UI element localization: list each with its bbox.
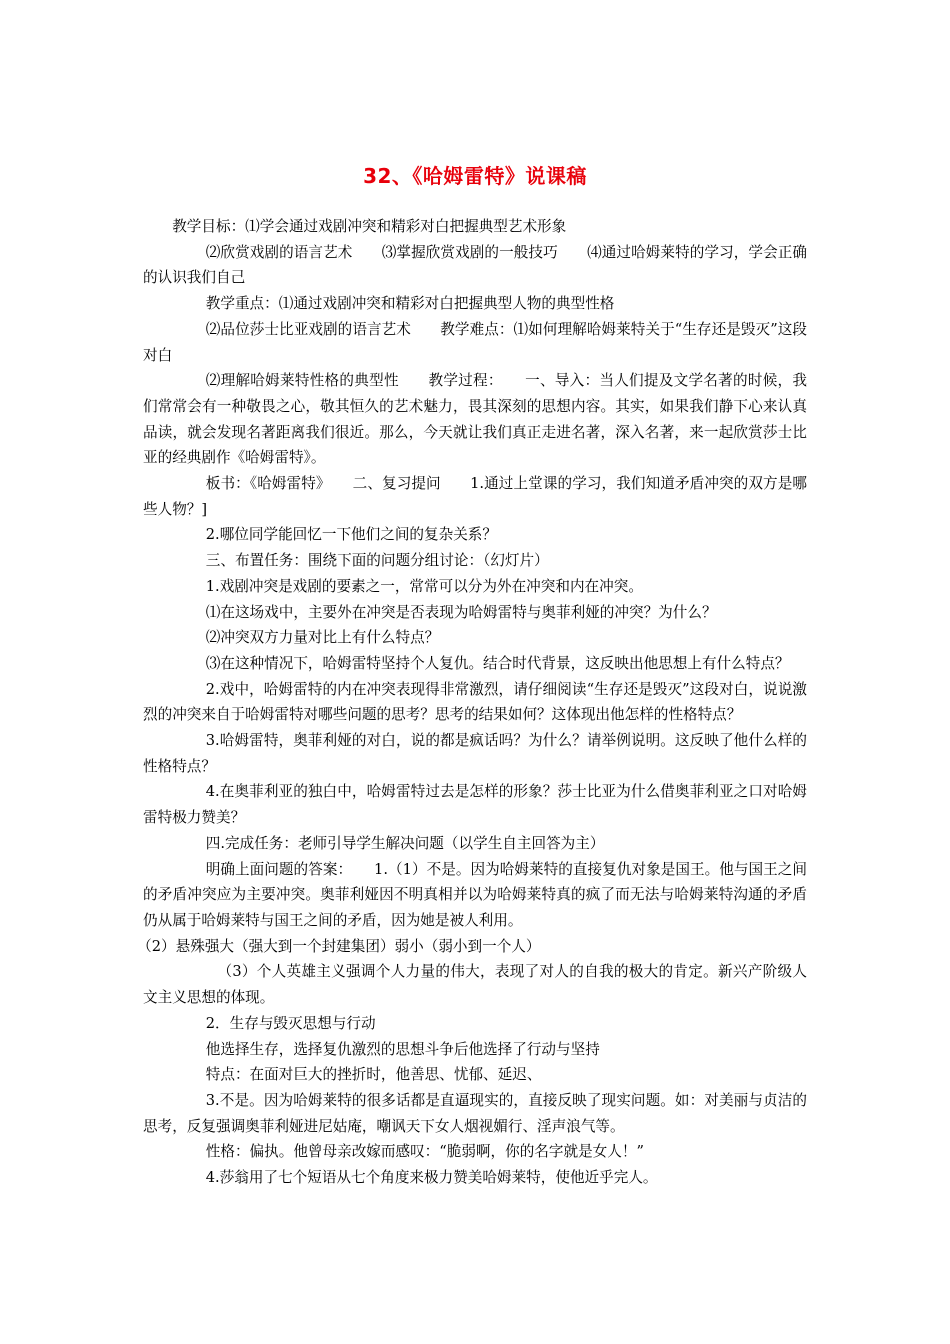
- paragraph: （3）个人英雄主义强调个人力量的伟大，表现了对人的自我的极大的肯定。新兴产阶级人文主义思想的体现。: [143, 963, 807, 1007]
- paragraph: 性格：偏执。他曾母亲改嫁而感叹：“脆弱啊，你的名字就是女人！”: [205, 1143, 644, 1161]
- paragraph: ⑵冲突双方力量对比上有什么特点？: [205, 629, 440, 647]
- paragraph: 2．生存与毁灭思想与行动: [205, 1014, 376, 1032]
- paragraph: ⑴在这场戏中，主要外在冲突是否表现为哈姆雷特与奥菲利娅的冲突？为什么？: [205, 603, 717, 621]
- page-title: 32、《哈姆雷特》说课稿: [363, 164, 587, 188]
- paragraph: 四.完成任务：老师引导学生解决问题（以学生自主回答为主）: [205, 834, 605, 852]
- paragraph: 教学重点：⑴通过戏剧冲突和精彩对白把握典型人物的典型性格: [205, 295, 615, 313]
- paragraph: （2）悬殊强大（强大到一个封建集团）弱小（弱小到一个人）: [137, 937, 541, 955]
- paragraph: 明确上面问题的答案： 1.（1）不是。因为哈姆莱特的直接复仇对象是国王。他与国王之间的矛盾冲突应为主要冲突。奥菲利娅因不明真相并以为哈姆莱特真的疯了而无法与哈姆莱特沟通的矛盾仍从属于哈姆莱特与国王之间的矛盾，因为她是被人利用。: [143, 860, 807, 929]
- paragraph: 3.哈姆雷特，奥菲利娅的对白，说的都是疯话吗？为什么？请举例说明。这反映了他什么样的性格特点？: [143, 732, 807, 775]
- paragraph: 特点：在面对巨大的挫折时，他善思、忧郁、延迟、: [205, 1066, 542, 1084]
- paragraph: ⑵品位莎士比亚戏剧的语言艺术 教学难点：⑴如何理解哈姆莱特关于“生存还是毁灭”这段对白: [143, 320, 807, 364]
- document-body: [137, 214, 807, 1191]
- paragraph: 2.戏中，哈姆雷特的内在冲突表现得非常激烈，请仔细阅读“生存还是毁灭”这段对白，说说激烈的冲突来自于哈姆雷特对哪些问题的思考？思考的结果如何？这体现出他怎样的性格特点？: [143, 680, 807, 724]
- paragraph: ⑶在这种情况下，哈姆雷特坚持个人复仇。结合时代背景，这反映出他思想上有什么特点？: [205, 654, 790, 672]
- paragraph: 1.戏剧冲突是戏剧的要素之一，常常可以分为外在冲突和内在冲突。: [205, 577, 643, 595]
- paragraph: 他选择生存，选择复仇激烈的思想斗争后他选择了行动与坚持: [205, 1040, 600, 1058]
- paragraph: 4.莎翁用了七个短语从七个角度来极力赞美哈姆莱特，使他近乎完人。: [205, 1169, 658, 1187]
- paragraph: 板书：《哈姆雷特》 二、复习提问 1.通过上堂课的学习，我们知道矛盾冲突的双方是哪些人物？]: [143, 475, 807, 518]
- paragraph: 教学目标：⑴学会通过戏剧冲突和精彩对白把握典型艺术形象: [172, 218, 567, 235]
- paragraph: ⑵欣赏戏剧的语言艺术 ⑶掌握欣赏戏剧的一般技巧 ⑷通过哈姆莱特的学习，学会正确的认识我们自己: [143, 243, 807, 287]
- paragraph: ⑵理解哈姆莱特性格的典型性 教学过程： 一、导入：当人们提及文学名著的时候，我们常常会有一种敬畏之心，敬其恒久的艺术魅力，畏其深刻的思想内容。其实，如果我们静下心来认真品读，就会发现名著距离我们很近。那么，今天就让我们真正走进名著，深入名著，来一起欣赏莎士比亚的经典剧作《哈姆雷特》。: [143, 372, 807, 467]
- paragraph: 三、布置任务：围绕下面的问题分组讨论：（幻灯片）: [205, 552, 549, 570]
- paragraph: 2.哪位同学能回忆一下他们之间的复杂关系？: [205, 526, 497, 544]
- paragraph: 4.在奥菲利亚的独白中，哈姆雷特过去是怎样的形象？莎士比亚为什么借奥菲利亚之口对哈姆雷特极力赞美？: [143, 783, 807, 827]
- paragraph: 3.不是。因为哈姆莱特的很多话都是直逼现实的，直接反映了现实问题。如：对美丽与贞洁的思考，反复强调奥菲利娅进尼姑庵，嘲讽天下女人烟视媚行、淫声浪气等。: [143, 1091, 807, 1135]
